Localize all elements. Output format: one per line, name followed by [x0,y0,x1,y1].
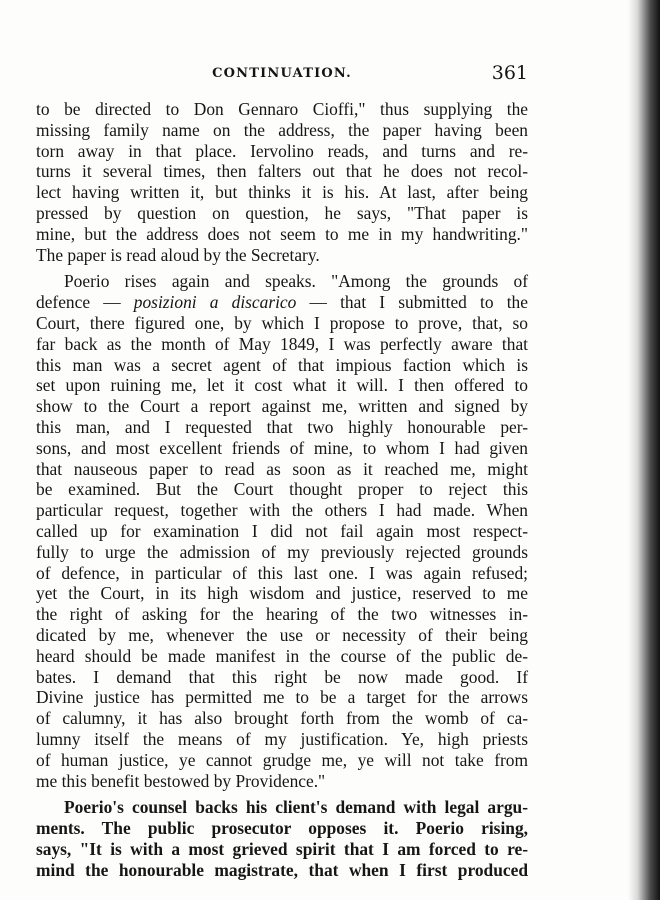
text-line: far back as the month of May 1849, I was perfectly aware that [36,333,528,354]
text-line: dicated by me, whenever the use or necessity of their being [36,624,528,645]
text-line: of calumny, it has also brought forth from the womb of ca- [36,708,528,729]
text-line: mine, but the address does not seem to me in my handwriting." [36,223,528,244]
text-line: missing family name on the address, the paper having been [36,119,528,140]
text-line: says, "It is with a most grieved spirit that I am forced to re- [36,838,528,859]
body-text [36,99,528,880]
text-line: The paper is read aloud by the Secretary. [36,244,320,265]
text-line: be examined. But the Court thought proper to reject this [36,479,528,500]
text-line: particular request, together with the others I had made. When [36,500,528,521]
text-line: Divine justice has permitted me to be a target for the arrows [36,687,528,708]
text-line: Poerio's counsel backs his client's demand with legal argu- [64,797,528,818]
running-title: CONTINUATION. [212,66,352,81]
text-line: of defence, in particular of this last one. I was again refused; [36,562,528,583]
text-line: Poerio rises again and speaks. "Among the grounds of [64,271,528,292]
binding-shadow [628,0,660,900]
text-line: the right of asking for the hearing of the two witnesses in- [36,604,528,625]
text-line: this man, and I requested that two highly honourable per- [36,416,528,437]
text-line: turns it several times, then falters out that he does not recol- [36,161,528,182]
italic-phrase: posizioni a discarico [133,292,297,313]
text-line: lect having written it, but thinks it is his. At last, after being [36,182,528,203]
text-line: heard should be made manifest in the course of the public de- [36,645,528,666]
page-number: 361 [491,62,528,84]
text-line: torn away in that place. Iervolino reads, and turns and re- [36,140,528,161]
text-line: Court, there figured one, by which I propose to prove, that, so [36,312,528,333]
text-line: called up for examination I did not fail again most respect- [36,520,528,541]
text-line: ments. The public prosecutor opposes it. Poerio rising, [36,818,528,839]
text-line: set upon ruining me, let it cost what it will. I then offered to [36,375,528,396]
text-line: lumny itself the means of my justification. Ye, high priests [36,728,528,749]
text-line: of human justice, ye cannot grudge me, ye will not take from [36,749,528,770]
text-line: sons, and most excellent friends of mine, to whom I had given [36,437,528,458]
text-line: bates. I demand that this right be now made good. If [36,666,528,687]
text-line: that nauseous paper to read as soon as it reached me, might [36,458,528,479]
text-line: mind the honourable magistrate, that when I first produced [36,859,528,880]
text-line: to be directed to Don Gennaro Cioffi," thus supplying the [36,99,528,119]
text-line: me this benefit bestowed by Providence." [36,770,326,791]
text-line: fully to urge the admission of my previously rejected grounds [36,541,528,562]
text-line: pressed by question on question, he says, "That paper is [36,202,528,223]
text-line: yet the Court, in its high wisdom and justice, reserved to me [36,583,528,604]
text-line: show to the Court a report against me, written and signed by [36,396,528,417]
text-line: defence — posizioni a discarico — that I submitted to the [36,292,528,313]
running-head [36,62,528,86]
text-line: this man was a secret agent of that impious faction which is [36,354,528,375]
